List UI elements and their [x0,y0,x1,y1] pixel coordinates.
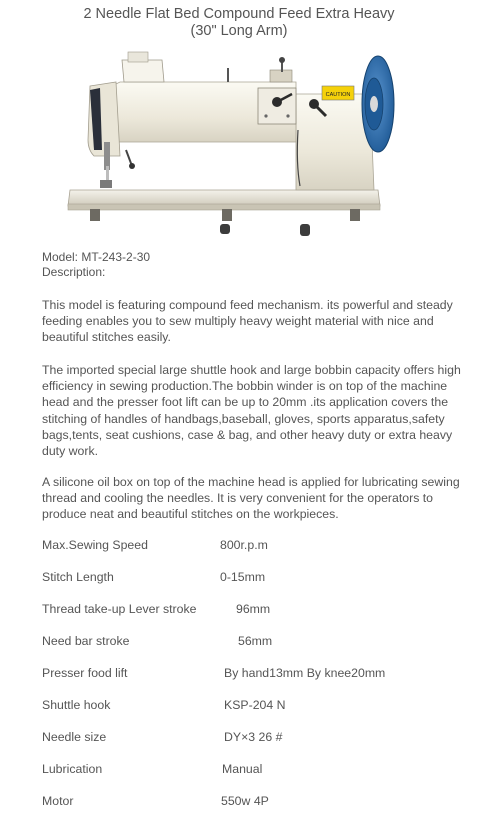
spec-row [42,570,462,588]
spec-label: Stitch Length [42,570,114,584]
spec-value: Manual [222,762,263,776]
title-line-1: 2 Needle Flat Bed Compound Feed Extra Heavy [83,6,395,22]
description-paragraph-2: The imported special large shuttle hook and large bobbin capacity offers high efficiency in sewing production.The bobbin winder is on top of the machine head and the presser foot lift can be up to 20mm .its application covers the stitching of handles of handbags,baseball, gloves, sports apparatus,safety bags,tents, seat cushions, case & bag, and other heavy duty or extra heavy duty work. [42,363,461,459]
title-line-2: (30" Long Arm) [190,23,288,39]
model-number: Model: MT-243-2-30 [42,250,151,264]
spec-row [42,538,462,556]
model-block [42,250,150,280]
description-label: Description: [42,265,106,279]
caution-sticker-label: CAUTION [325,92,351,98]
spec-label: Motor [42,794,74,808]
spec-label: Need bar stroke [42,634,130,648]
description-paragraph-3: A silicone oil box on top of the machine head is applied for lubricating sewing thread and cooling the needles. It is very convenient for the operators to produce neat and beautiful stitches on the workpieces. [42,475,460,522]
sewing-machine-image [60,46,400,242]
spec-value: 0-15mm [220,570,266,584]
spec-value: 550w 4P [221,794,269,808]
description-paragraph-1: This model is featuring compound feed mechanism. its powerful and steady feeding enables you to sew multiply heavy weight material with nice and beautiful stitches easily. [42,298,453,345]
spec-row [42,602,462,620]
spec-value: 96mm [236,602,271,616]
spec-label: Thread take-up Lever stroke [42,602,197,616]
spec-label: Max.Sewing Speed [42,538,148,552]
spec-label: Lubrication [42,762,103,776]
spec-row [42,634,462,652]
spec-value: KSP-204 N [224,698,286,712]
page-title [0,6,478,40]
spec-value: By hand13mm By knee20mm [224,666,386,680]
spec-value: 56mm [238,634,273,648]
spec-row [42,730,462,748]
spec-row [42,794,462,812]
spec-row [42,762,462,780]
spec-row [42,666,462,684]
spec-value: 800r.p.m [220,538,268,552]
spec-row [42,698,462,716]
spec-label: Presser food lift [42,666,128,680]
spec-label: Shuttle hook [42,698,111,712]
spec-value: DY×3 26 # [224,730,283,744]
spec-label: Needle size [42,730,107,744]
